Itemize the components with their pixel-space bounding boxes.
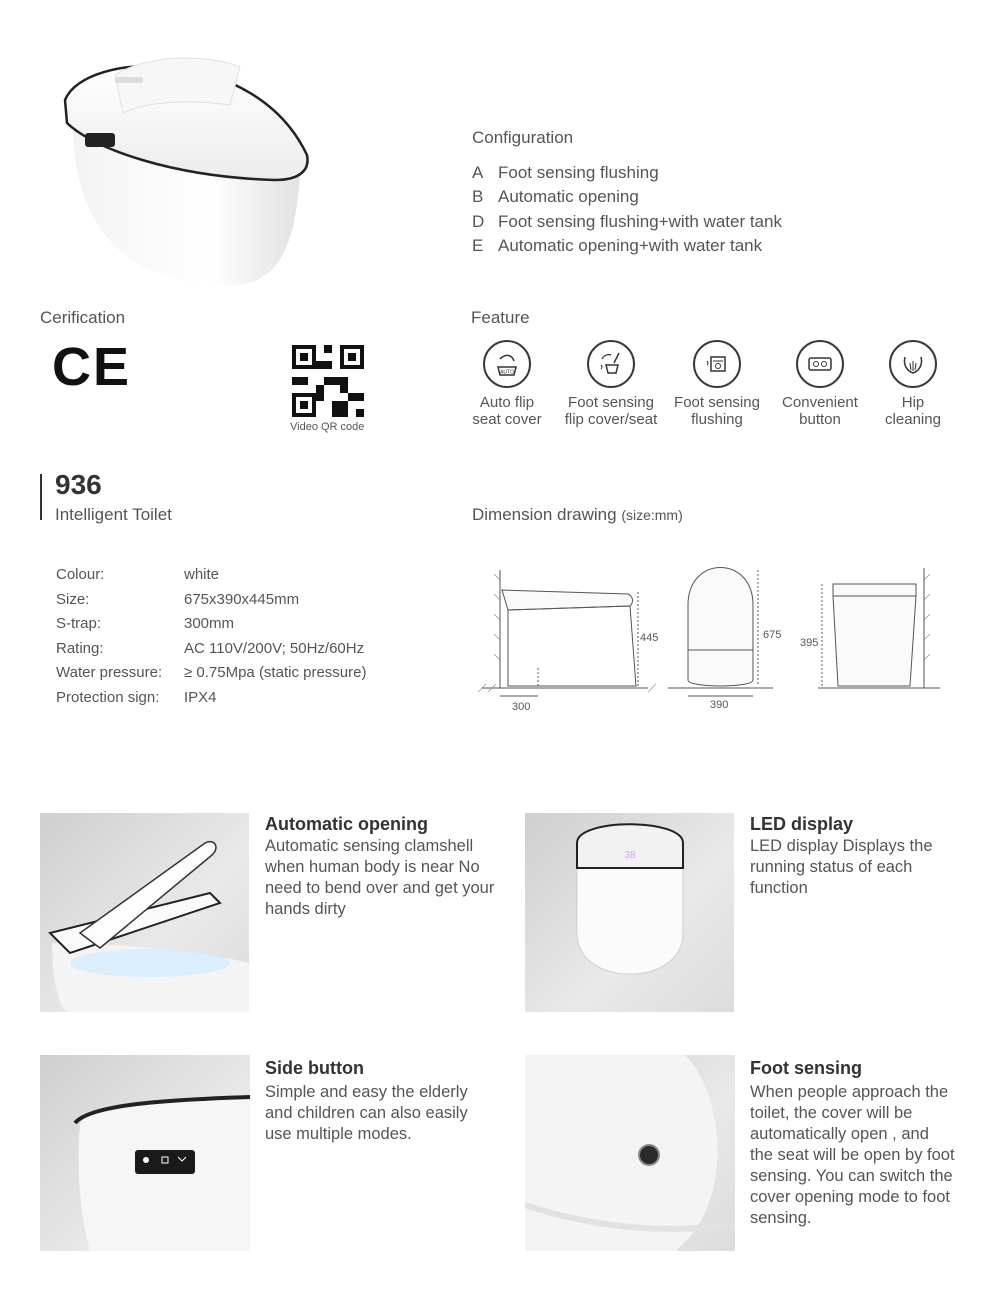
panel-title-led-display: LED display: [750, 814, 854, 834]
config-item-d: D Foot sensing flushing+with water tank: [472, 212, 782, 231]
certification-heading: Cerification: [40, 308, 126, 327]
qr-code-icon[interactable]: [292, 345, 364, 417]
panel-title-side-button: Side button: [265, 1058, 364, 1078]
dim-side-trap: 300: [512, 701, 531, 713]
configuration-heading: Configuration: [472, 128, 574, 147]
panel-text-automatic-opening: Automatic sensing clamshell when human body is near No need to bend over and get your hands dirty: [265, 837, 495, 918]
hip-cleaning-icon: [889, 340, 937, 388]
foot-sensing-image: [525, 1055, 735, 1251]
dimension-drawing: [478, 560, 948, 720]
config-item-b: B Automatic opening: [472, 187, 639, 206]
product-name: Intelligent Toilet: [55, 505, 172, 524]
dim-top-length: 675: [763, 629, 782, 641]
spec-row-strap: S-trap: 300mm: [56, 615, 235, 632]
dim-top-width: 390: [710, 699, 729, 711]
foot-sensing-flush-icon: [693, 340, 741, 388]
config-item-a: A Foot sensing flushing: [472, 163, 659, 182]
dim-front-height: 395: [800, 637, 819, 649]
config-item-e: E Automatic opening+with water tank: [472, 236, 763, 255]
qr-caption: Video QR code: [290, 421, 365, 433]
button-icon: [796, 340, 844, 388]
side-button-image: [40, 1055, 250, 1251]
hero-toilet-image: [55, 45, 320, 295]
dim-side-height: 445: [640, 632, 659, 644]
title-accent-bar: [40, 474, 42, 520]
feature-foot-sensing-flushing: Foot sensing flushing: [667, 340, 767, 428]
feature-convenient-button: Convenient button: [770, 340, 870, 428]
feature-auto-flip: AUTO Auto flip seat cover: [457, 340, 557, 428]
ce-mark-logo: CE: [52, 337, 132, 397]
model-number: 936: [55, 469, 102, 500]
feature-foot-sensing-cover: Foot sensing flip cover/seat: [561, 340, 661, 428]
foot-sensor: [639, 1145, 659, 1165]
foot-sensing-cover-icon: [587, 340, 635, 388]
feature-heading: Feature: [471, 308, 530, 327]
panel-text-side-button: Simple and easy the elderly and children can also easily use multiple modes.: [265, 1083, 468, 1143]
spec-row-water-pressure: Water pressure: ≥ 0.75Mpa (static pressure): [56, 664, 367, 681]
automatic-opening-image: [40, 813, 249, 1012]
led-display-image: [525, 813, 734, 1012]
panel-title-automatic-opening: Automatic opening: [265, 814, 428, 834]
panel-text-foot-sensing: When people approach the toilet, the cover will be automatically open , and the seat will be open by foot sensing. You can switch the cover opening mode to foot sensing.: [750, 1083, 955, 1227]
spec-row-protection: Protection sign: IPX4: [56, 689, 217, 706]
feature-hip-cleaning: Hip cleaning: [863, 340, 963, 428]
spec-row-colour: Colour: white: [56, 566, 220, 583]
dimension-heading: Dimension drawing (size:mm): [472, 505, 683, 524]
auto-flip-icon: [483, 340, 531, 388]
panel-text-led-display: LED display Displays the running status of each function: [750, 837, 933, 897]
spec-row-rating: Rating: AC 110V/200V; 50Hz/60Hz: [56, 640, 365, 657]
svg-text:AUTO: AUTO: [500, 369, 514, 376]
led-readout: 38: [624, 850, 636, 861]
spec-row-size: Size: 675x390x445mm: [56, 591, 300, 608]
panel-title-foot-sensing: Foot sensing: [750, 1058, 862, 1078]
